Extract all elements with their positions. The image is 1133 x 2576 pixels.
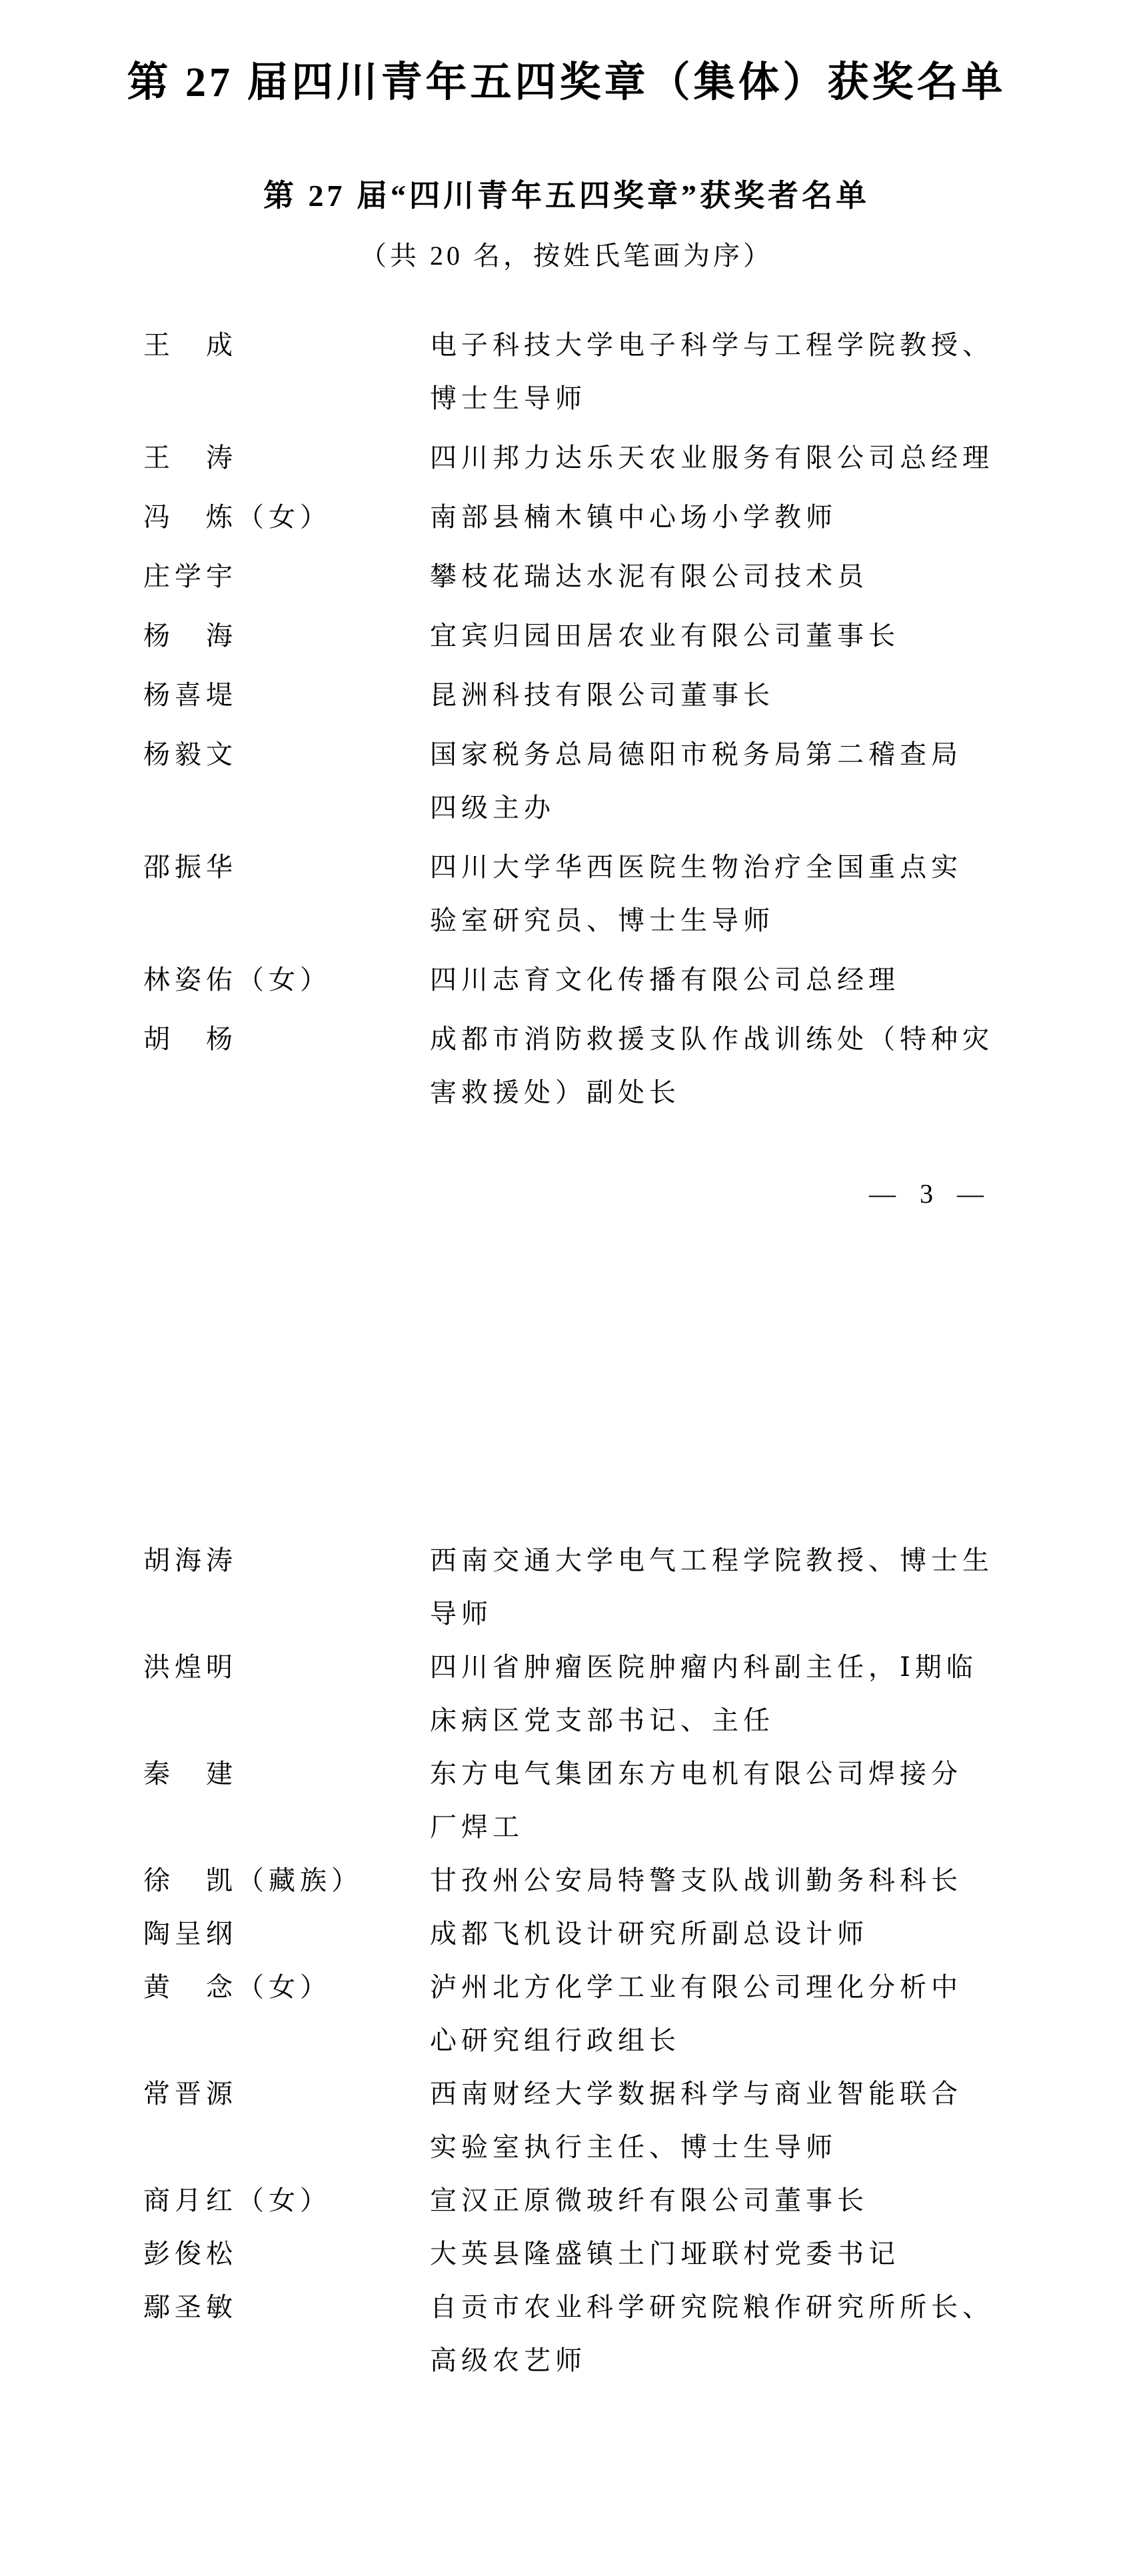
awardee-title: [430, 550, 1106, 603]
awardee-title: [430, 2227, 1106, 2281]
awardee-title-line: 验室研究员、博士生导师: [430, 905, 774, 935]
awardee-entry: [143, 2067, 1106, 2174]
awardee-entry: [143, 609, 1106, 663]
awardee-title-line: 自贡市农业科学研究院粮作研究所所长、: [430, 2292, 994, 2322]
awardee-title: [430, 669, 1106, 722]
awardee-name: 杨毅文: [143, 739, 237, 769]
awardee-entry: [143, 319, 1106, 425]
awardee-title-line: 西南交通大学电气工程学院教授、博士生: [430, 1545, 994, 1575]
awardee-name: 庄学宇: [143, 561, 237, 591]
awardee-entry: [143, 1641, 1106, 1747]
awardee-title-line: 昆洲科技有限公司董事长: [430, 680, 774, 710]
awardee-title-line: 泸州北方化学工业有限公司理化分析中: [430, 1972, 962, 2002]
awardee-name: 陶呈纲: [143, 1919, 237, 1949]
awardee-entry: [143, 1907, 1106, 1961]
section-heading: 第 27 届“四川青年五四奖章”获奖者名单: [263, 179, 870, 213]
awardee-entry: [143, 2281, 1106, 2387]
awardee-title: [430, 1641, 1106, 1747]
awardee-title-line: 心研究组行政组长: [430, 2025, 680, 2055]
awardee-title-line: 南部县楠木镇中心场小学教师: [430, 502, 837, 532]
awardee-title: [430, 1961, 1106, 2067]
awardee-title-line: 博士生导师: [430, 383, 586, 413]
awardee-title-line: 高级农艺师: [430, 2345, 586, 2375]
page-number: — 3 —: [869, 1179, 988, 1209]
awardee-title: [430, 2174, 1106, 2227]
awardee-entry: [143, 550, 1106, 603]
awardee-name: 胡海涛: [143, 1545, 237, 1575]
awardee-title-line: 攀枝花瑞达水泥有限公司技术员: [430, 561, 868, 591]
awardee-title-line: 四川志育文化传播有限公司总经理: [430, 965, 900, 995]
awardee-name: 商月红（女）: [143, 2185, 331, 2215]
awardee-entry: [143, 1534, 1106, 1641]
awardee-title-line: 国家税务总局德阳市税务局第二稽查局: [430, 739, 962, 769]
awardee-title: [430, 319, 1106, 425]
awardee-name: 杨喜堤: [143, 680, 237, 710]
awardee-name: 胡 杨: [143, 1024, 237, 1054]
awardee-title: [430, 1013, 1106, 1119]
awardee-title-line: 东方电气集团东方电机有限公司焊接分: [430, 1759, 962, 1789]
awardee-title: [430, 841, 1106, 947]
awardee-name: 洪煌明: [143, 1652, 237, 1682]
awardee-title: [430, 2281, 1106, 2387]
awardee-title-line: 宣汉正原微玻纤有限公司董事长: [430, 2185, 868, 2215]
awardee-entry: [143, 2174, 1106, 2227]
awardee-title: [430, 491, 1106, 544]
awardee-entry: [143, 1747, 1106, 1854]
awardee-title-line: 大英县隆盛镇土门垭联村党委书记: [430, 2239, 900, 2269]
awardee-title: [430, 1854, 1106, 1907]
awardee-entry: [143, 841, 1106, 947]
awardee-title: [430, 953, 1106, 1007]
awardee-title-line: 成都市消防救援支队作战训练处（特种灾: [430, 1024, 994, 1054]
awardee-title-line: 四川邦力达乐天农业服务有限公司总经理: [430, 443, 994, 473]
awardee-title-line: 床病区党支部书记、主任: [430, 1705, 774, 1735]
awardee-title-line: 电子科技大学电子科学与工程学院教授、: [430, 330, 994, 360]
awardee-title: [430, 1907, 1106, 1961]
awardee-name: 王 涛: [143, 443, 237, 473]
awardee-entry: [143, 669, 1106, 722]
awardee-name: 冯 炼（女）: [143, 502, 331, 532]
awardee-title-line: 实验室执行主任、博士生导师: [430, 2132, 837, 2162]
section-note: （共 20 名，按姓氏笔画为序）: [360, 241, 773, 271]
awardee-entry: [143, 953, 1106, 1007]
awardee-title-line: 厂焊工: [430, 1812, 524, 1842]
awardee-title: [430, 609, 1106, 663]
awardee-entry: [143, 2227, 1106, 2281]
awardee-title: [430, 1747, 1106, 1854]
awardee-title-line: 四川省肿瘤医院肿瘤内科副主任，Ⅰ期临: [430, 1652, 978, 1682]
awardee-entry: [143, 431, 1106, 485]
awardee-title-line: 宜宾归园田居农业有限公司董事长: [430, 621, 900, 651]
awardee-name: 彭俊松: [143, 2239, 237, 2269]
awardee-entry: [143, 728, 1106, 835]
awardee-name: 秦 建: [143, 1759, 237, 1789]
awardee-entry: [143, 1854, 1106, 1907]
awardee-name: 徐 凯（藏族）: [143, 1865, 363, 1895]
awardee-title: [430, 728, 1106, 835]
awardee-name: 邵振华: [143, 852, 237, 882]
awardee-title-line: 害救援处）副处长: [430, 1077, 680, 1107]
awardee-list-page-4: [0, 1534, 1133, 2387]
awardee-entry: [143, 491, 1106, 544]
awardee-name: 鄢圣敏: [143, 2292, 237, 2322]
awardee-title-line: 四级主办: [430, 793, 555, 823]
awardee-title-line: 导师: [430, 1599, 493, 1629]
awardee-title: [430, 431, 1106, 485]
awardee-title-line: 甘孜州公安局特警支队战训勤务科科长: [430, 1865, 962, 1895]
awardee-name: 王 成: [143, 330, 237, 360]
awardee-title: [430, 1534, 1106, 1641]
awardee-list-page-3: [0, 319, 1133, 1119]
awardee-entry: [143, 1013, 1106, 1119]
awardee-entry: [143, 1961, 1106, 2067]
awardee-name: 林姿佑（女）: [143, 965, 331, 995]
awardee-name: 常晋源: [143, 2079, 237, 2109]
awardee-name: 黄 念（女）: [143, 1972, 331, 2002]
document-title: 第 27 届四川青年五四奖章（集体）获奖名单: [127, 60, 1006, 105]
awardee-title-line: 西南财经大学数据科学与商业智能联合: [430, 2079, 962, 2109]
awardee-title: [430, 2067, 1106, 2174]
awardee-title-line: 成都飞机设计研究所副总设计师: [430, 1919, 868, 1949]
awardee-name: 杨 海: [143, 621, 237, 651]
awardee-title-line: 四川大学华西医院生物治疗全国重点实: [430, 852, 962, 882]
